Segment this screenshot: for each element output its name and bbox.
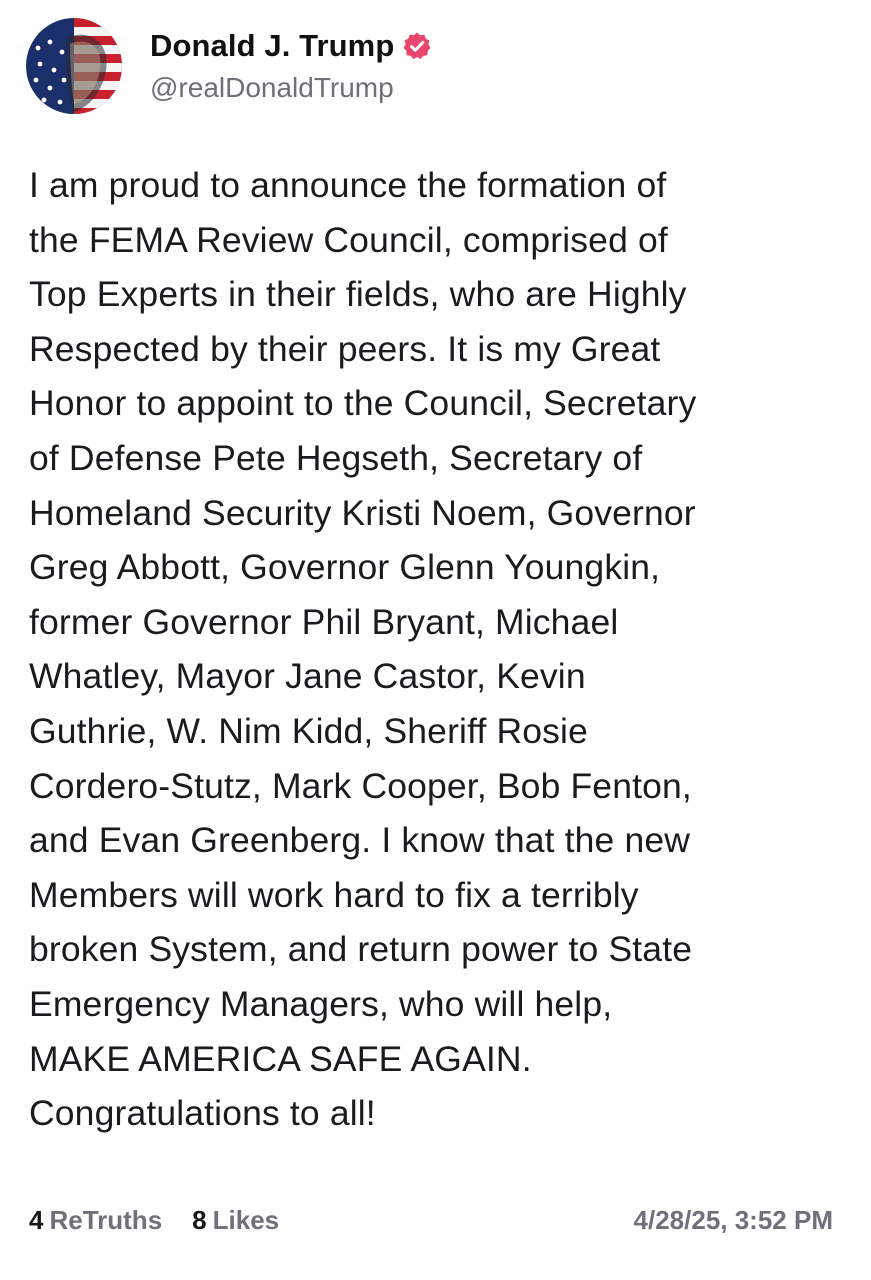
avatar[interactable] [26,18,122,114]
author-handle[interactable]: @realDonaldTrump [150,72,394,103]
flag-portrait-avatar [26,18,122,114]
verified-badge-icon [402,31,432,61]
post-header [26,18,432,114]
display-name[interactable]: Donald J. Trump [150,28,395,63]
display-name-row [150,28,432,64]
retruths-label: ReTruths [49,1204,163,1235]
retruths-count: 4 [29,1204,44,1235]
likes-stat[interactable] [192,1205,279,1236]
post-body-text: I am proud to announce the formation of the FEMA Review Council, comprised of Top Experts in their fields, who are Highly Respected by their peers. It is my Great Honor to appoint to the Council, Secretary of Defense Pete Hegseth, Secretary of Homeland Security Kristi Noem, Governor Greg Abbott, Governor Glenn Youngkin, former Governor Phil Bryant, Michael Whatley, Mayor Jane Castor, Kevin Guthrie, W. Nim Kidd, Sheriff Rosie Cordero-Stutz, Mark Cooper, Bob Fenton, and Evan Greenberg. I know that the new Members will work hard to fix a terribly broken System, and return power to State Emergency Managers, who will help, MAKE AMERICA SAFE AGAIN. Congratulations to all! [29,165,697,1134]
retruths-stat[interactable] [29,1205,162,1236]
post-footer [29,1200,833,1240]
post-timestamp[interactable]: 4/28/25, 3:52 PM [633,1204,833,1235]
likes-label: Likes [212,1204,280,1235]
likes-count: 8 [192,1204,207,1235]
author-names [150,28,432,104]
